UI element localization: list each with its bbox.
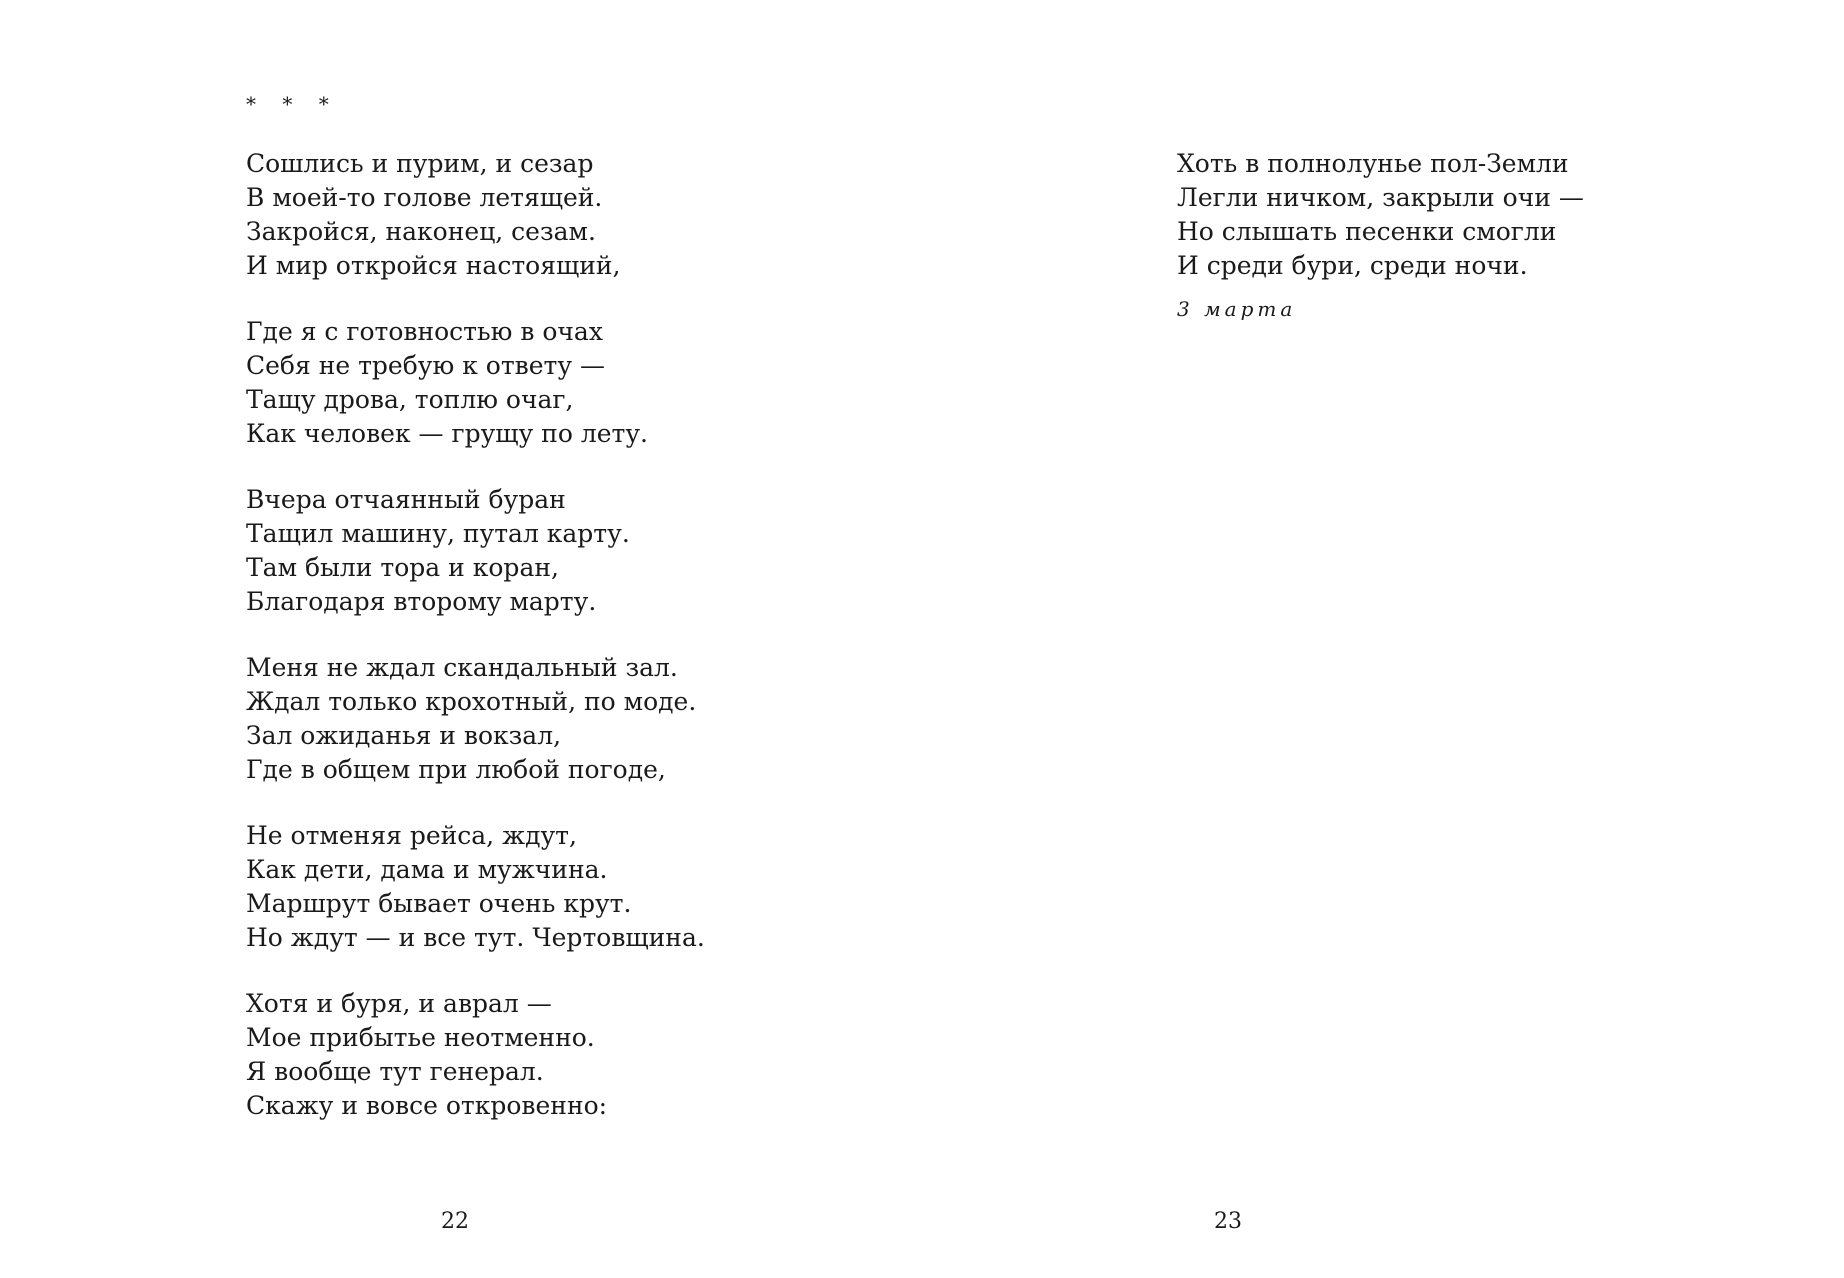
poem-body-left bbox=[246, 147, 705, 1155]
poem-line: Меня не ждал скандальный зал. bbox=[246, 653, 678, 682]
stanza bbox=[1177, 147, 1584, 283]
poem-line: В моей-то голове летящей. bbox=[246, 183, 603, 212]
poem-line: Но слышать песенки смогли bbox=[1177, 217, 1557, 246]
poem-line: Вчера отчаянный буран bbox=[246, 485, 566, 514]
poem-line: Хоть в полнолунье пол-Земли bbox=[1177, 149, 1569, 178]
poem-line: Закройся, наконец, сезам. bbox=[246, 217, 596, 246]
poem-line: Как человек — грущу по лету. bbox=[246, 419, 649, 448]
stanza bbox=[246, 651, 705, 787]
poem-line: Где я с готовностью в очах bbox=[246, 317, 603, 346]
poem-line: Хотя и буря, и аврал — bbox=[246, 989, 552, 1018]
poem-line: Где в общем при любой погоде, bbox=[246, 755, 666, 784]
poem-line: Скажу и вовсе откровенно: bbox=[246, 1091, 608, 1120]
poem-line: Зал ожиданья и вокзал, bbox=[246, 721, 562, 750]
poem-line: Не отменяя рейса, ждут, bbox=[246, 821, 577, 850]
poem-line: Я вообще тут генерал. bbox=[246, 1057, 544, 1086]
poem-date: 3 марта bbox=[1177, 297, 1297, 321]
poem-line: Себя не требую к ответу — bbox=[246, 351, 606, 380]
poem-body-right bbox=[1177, 147, 1584, 315]
poem-line: И мир откройся настоящий, bbox=[246, 251, 621, 280]
poem-line: Но ждут — и все тут. Чертовщина. bbox=[246, 923, 705, 952]
stanza bbox=[246, 147, 705, 283]
poem-line: Легли ничком, закрыли очи — bbox=[1177, 183, 1584, 212]
page-number: 23 bbox=[1214, 1209, 1242, 1234]
page-number: 22 bbox=[441, 1209, 469, 1234]
stanza bbox=[246, 819, 705, 955]
poem-line: Тащу дрова, топлю очаг, bbox=[246, 385, 574, 414]
poem-line: И среди бури, среди ночи. bbox=[1177, 251, 1528, 280]
poem-line: Ждал только крохотный, по моде. bbox=[246, 687, 697, 716]
poem-line: Тащил машину, путал карту. bbox=[246, 519, 630, 548]
section-ornament: * * * bbox=[246, 92, 339, 116]
poem-line: Там были тора и коран, bbox=[246, 553, 559, 582]
poem-line: Мое прибытье неотменно. bbox=[246, 1023, 595, 1052]
stanza bbox=[246, 987, 705, 1123]
poem-line: Маршрут бывает очень крут. bbox=[246, 889, 632, 918]
stanza bbox=[246, 315, 705, 451]
poem-line: Благодаря второму марту. bbox=[246, 587, 597, 616]
poem-line: Как дети, дама и мужчина. bbox=[246, 855, 608, 884]
right-page bbox=[922, 0, 1844, 1278]
poem-line: Сошлись и пурим, и сезар bbox=[246, 149, 594, 178]
stanza bbox=[246, 483, 705, 619]
